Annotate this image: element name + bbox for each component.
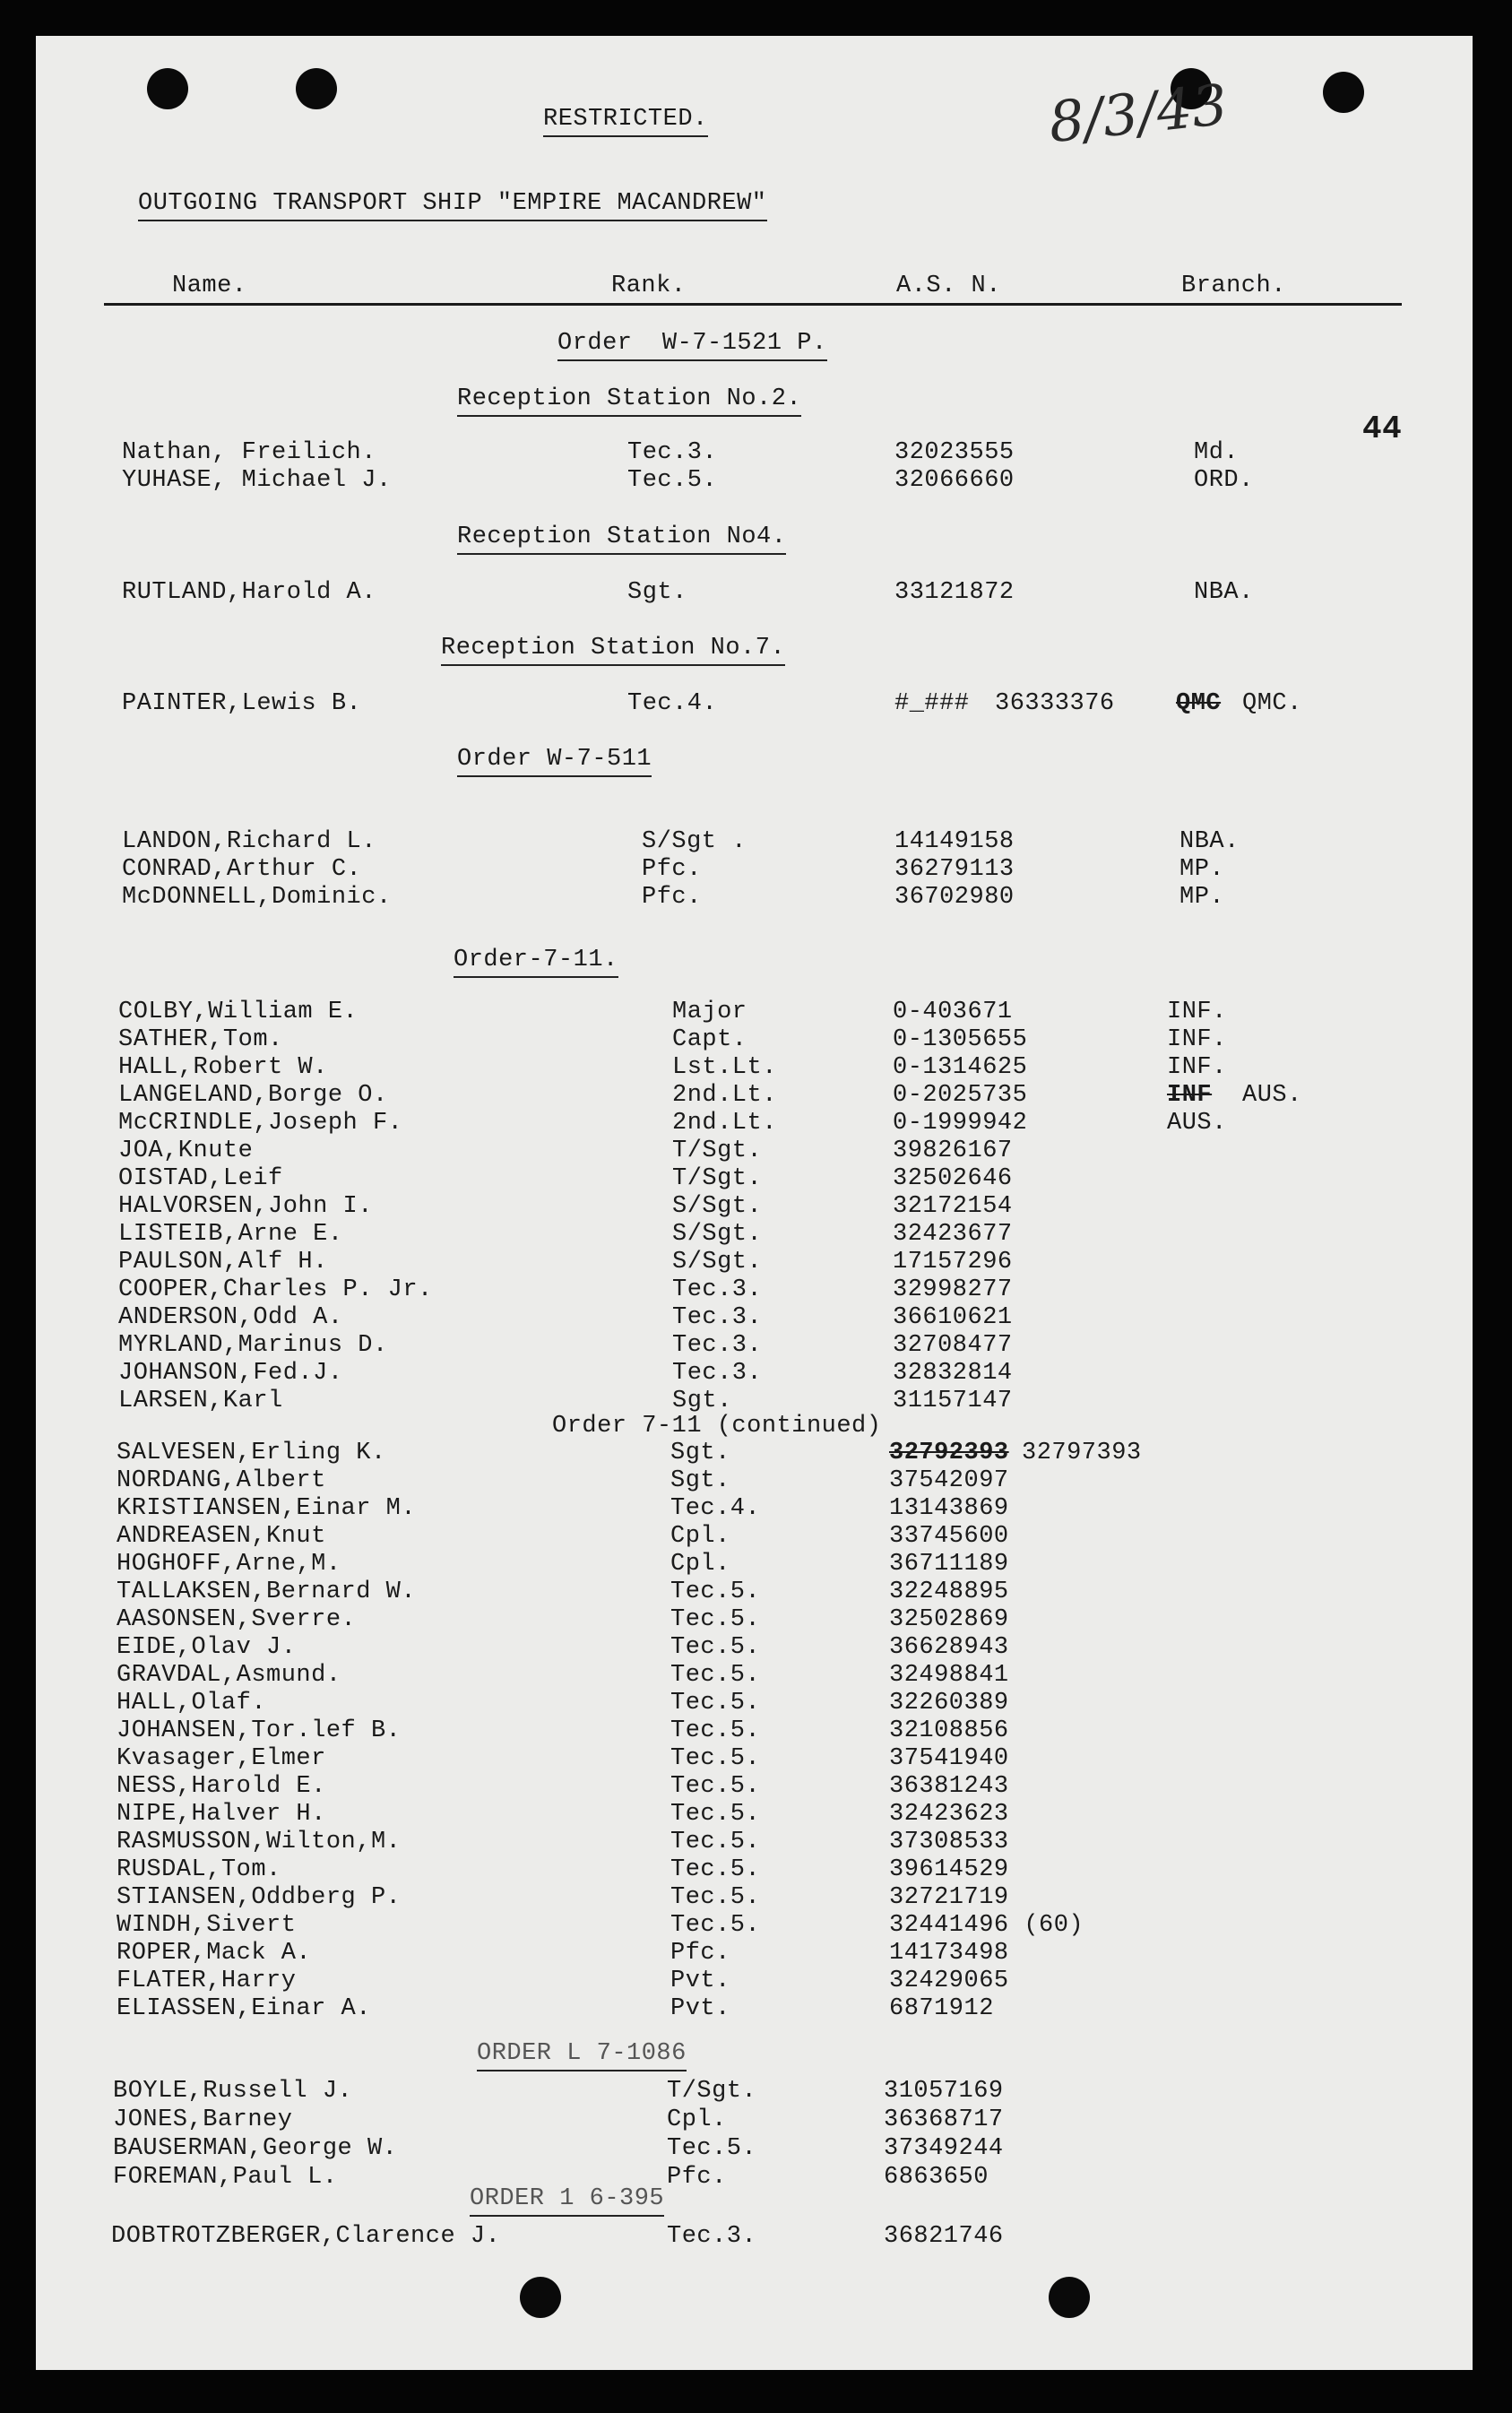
- header-rule: [104, 303, 1402, 306]
- rank-cell: Pvt.: [670, 1995, 730, 2022]
- asn-cell: 37542097: [889, 1467, 1009, 1494]
- rank-cell: Pvt.: [670, 1968, 730, 1994]
- asn-cell: 33121872: [894, 579, 1015, 606]
- asn-cell: 32502869: [889, 1606, 1009, 1633]
- branch-cell: AUS.: [1242, 1082, 1302, 1109]
- asn-cell: 13143869: [889, 1495, 1009, 1522]
- name-cell: SALVESEN,Erling K.: [117, 1440, 386, 1466]
- rank-cell: Tec.5.: [670, 1884, 761, 1911]
- struck-mark: INF: [1167, 1082, 1213, 1109]
- rank-cell: Sgt.: [670, 1467, 730, 1494]
- rank-cell: Tec.3.: [672, 1332, 763, 1359]
- asn-cell: 36821746: [884, 2223, 1004, 2250]
- branch-cell: INF.: [1167, 1026, 1227, 1053]
- rank-cell: Sgt.: [670, 1440, 730, 1466]
- col-header-branch: Branch.: [1181, 272, 1286, 299]
- asn-cell: 32248895: [889, 1578, 1009, 1605]
- rank-cell: Tec.5.: [670, 1829, 761, 1855]
- col-header-rank: Rank.: [611, 272, 687, 299]
- order-heading: Order W-7-511: [457, 746, 652, 777]
- name-cell: COOPER,Charles P. Jr.: [118, 1276, 433, 1303]
- name-cell: YUHASE, Michael J.: [122, 467, 392, 494]
- branch-cell: NBA.: [1179, 828, 1240, 855]
- asn-cell: 36381243: [889, 1773, 1009, 1800]
- name-cell: HOGHOFF,Arne,M.: [117, 1551, 341, 1578]
- asn-cell: 32998277: [893, 1276, 1013, 1303]
- rank-cell: Major: [672, 999, 747, 1025]
- asn-cell: 32108856: [889, 1717, 1009, 1744]
- asn-cell: 32260389: [889, 1690, 1009, 1717]
- document-page: [36, 36, 1473, 2370]
- punch-hole: [1049, 2277, 1090, 2318]
- name-cell: LARSEN,Karl: [118, 1388, 283, 1414]
- struck-mark: 32792393: [889, 1440, 1009, 1466]
- rank-cell: Tec.5.: [670, 1912, 761, 1939]
- punch-hole: [296, 68, 337, 109]
- asn-cell: 6863650: [884, 2164, 989, 2191]
- rank-cell: S/Sgt .: [642, 828, 747, 855]
- asn-cell: 36702980: [894, 884, 1015, 911]
- name-cell: KRISTIANSEN,Einar M.: [117, 1495, 417, 1522]
- name-cell: SATHER,Tom.: [118, 1026, 283, 1053]
- asn-cell: 32498841: [889, 1662, 1009, 1689]
- order-heading: Order 7-11 (continued): [552, 1413, 882, 1440]
- asn-cell: 37349244: [884, 2135, 1004, 2162]
- name-cell: WINDH,Sivert: [117, 1912, 297, 1939]
- rank-cell: Tec.5.: [667, 2135, 757, 2162]
- asn-cell: 32708477: [893, 1332, 1013, 1359]
- asn-cell: 32423623: [889, 1801, 1009, 1828]
- name-cell: LISTEIB,Arne E.: [118, 1221, 343, 1248]
- name-cell: HALVORSEN,John I.: [118, 1193, 373, 1220]
- asn-cell: 32502646: [893, 1165, 1013, 1192]
- asn-cell: 14149158: [894, 828, 1015, 855]
- name-cell: OISTAD,Leif: [118, 1165, 283, 1192]
- rank-cell: Tec.3.: [672, 1276, 763, 1303]
- punch-hole: [520, 2277, 561, 2318]
- asn-cell: 36711189: [889, 1551, 1009, 1578]
- name-cell: FLATER,Harry: [117, 1968, 297, 1994]
- rank-cell: Lst.Lt.: [672, 1054, 777, 1081]
- rank-cell: Tec.5.: [670, 1634, 761, 1661]
- rank-cell: Tec.3.: [667, 2223, 757, 2250]
- rank-cell: Tec.5.: [670, 1856, 761, 1883]
- name-cell: TALLAKSEN,Bernard W.: [117, 1578, 417, 1605]
- asn-cell: 33745600: [889, 1523, 1009, 1550]
- rank-cell: Tec.3.: [627, 439, 718, 466]
- punch-hole: [1323, 72, 1364, 113]
- asn-cell: 32023555: [894, 439, 1015, 466]
- name-cell: Nathan, Freilich.: [122, 439, 376, 466]
- name-cell: EIDE,Olav J.: [117, 1634, 297, 1661]
- rank-cell: T/Sgt.: [672, 1165, 763, 1192]
- name-cell: CONRAD,Arthur C.: [122, 856, 362, 883]
- name-cell: ELIASSEN,Einar A.: [117, 1995, 371, 2022]
- asn-cell: 32832814: [893, 1360, 1013, 1387]
- name-cell: NORDANG,Albert: [117, 1467, 326, 1494]
- asn-cell: 36333376: [995, 690, 1115, 717]
- rank-cell: Tec.5.: [670, 1717, 761, 1744]
- reception-station-heading: Reception Station No4.: [457, 523, 786, 555]
- rank-cell: 2nd.Lt.: [672, 1082, 777, 1109]
- rank-cell: Pfc.: [642, 856, 702, 883]
- name-cell: HALL,Robert W.: [118, 1054, 328, 1081]
- handwritten-date: 8/3/43: [1045, 71, 1231, 156]
- rank-cell: T/Sgt.: [672, 1137, 763, 1164]
- rank-cell: Cpl.: [667, 2106, 727, 2133]
- name-cell: AASONSEN,Sverre.: [117, 1606, 357, 1633]
- rank-cell: S/Sgt.: [672, 1221, 763, 1248]
- name-cell: GRAVDAL,Asmund.: [117, 1662, 341, 1689]
- branch-cell: QMC.: [1242, 690, 1302, 717]
- ship-title: OUTGOING TRANSPORT SHIP "EMPIRE MACANDREW": [138, 190, 767, 221]
- col-header-asn: A.S. N.: [896, 272, 1001, 299]
- rank-cell: Tec.5.: [670, 1745, 761, 1772]
- col-header-name: Name.: [172, 272, 247, 299]
- branch-cell: MP.: [1179, 856, 1225, 883]
- rank-cell: Tec.5.: [670, 1773, 761, 1800]
- asn-cell: 32423677: [893, 1221, 1013, 1248]
- asn-cell: 32797393: [1022, 1440, 1142, 1466]
- name-cell: LANDON,Richard L.: [122, 828, 376, 855]
- restricted-label: RESTRICTED.: [543, 106, 708, 137]
- branch-cell: MP.: [1179, 884, 1225, 911]
- rank-cell: Tec.3.: [672, 1304, 763, 1331]
- asn-cell: 32066660: [894, 467, 1015, 494]
- order-heading: Order W-7-1521 P.: [557, 330, 827, 361]
- name-cell: RUSDAL,Tom.: [117, 1856, 281, 1883]
- name-cell: STIANSEN,Oddberg P.: [117, 1884, 402, 1911]
- name-cell: JOHANSEN,Tor.lef B.: [117, 1717, 402, 1744]
- rank-cell: Sgt.: [672, 1388, 732, 1414]
- asn-cell: 6871912: [889, 1995, 994, 2022]
- name-cell: Kvasager,Elmer: [117, 1745, 326, 1772]
- rank-cell: Tec.4.: [627, 690, 718, 717]
- asn-cell: 0-2025735: [893, 1082, 1028, 1109]
- branch-cell: NBA.: [1194, 579, 1254, 606]
- name-cell: ROPER,Mack A.: [117, 1940, 312, 1967]
- branch-cell: Md.: [1194, 439, 1240, 466]
- name-cell: BOYLE,Russell J.: [113, 2078, 353, 2105]
- asn-cell: 31157147: [893, 1388, 1013, 1414]
- name-cell: McDONNELL,Dominic.: [122, 884, 392, 911]
- rank-cell: Tec.5.: [670, 1662, 761, 1689]
- struck-mark: QMC: [1176, 690, 1222, 717]
- name-cell: NIPE,Halver H.: [117, 1801, 326, 1828]
- name-cell: HALL,Olaf.: [117, 1690, 267, 1717]
- asn-cell: 0-1999942: [893, 1110, 1028, 1137]
- asn-cell: 36610621: [893, 1304, 1013, 1331]
- name-cell: BAUSERMAN,George W.: [113, 2135, 398, 2162]
- asn-cell: 37541940: [889, 1745, 1009, 1772]
- name-cell: RUTLAND,Harold A.: [122, 579, 376, 606]
- reception-station-heading: Reception Station No.2.: [457, 385, 801, 417]
- name-cell: NESS,Harold E.: [117, 1773, 326, 1800]
- asn-cell: 14173498: [889, 1940, 1009, 1967]
- asn-cell: 39614529: [889, 1856, 1009, 1883]
- asn-cell: 17157296: [893, 1249, 1013, 1276]
- rank-cell: Tec.3.: [672, 1360, 763, 1387]
- name-cell: FOREMAN,Paul L.: [113, 2164, 338, 2191]
- reception-station-heading: Reception Station No.7.: [441, 635, 785, 666]
- asn-cell: 32429065: [889, 1968, 1009, 1994]
- name-cell: COLBY,William E.: [118, 999, 359, 1025]
- rank-cell: 2nd.Lt.: [672, 1110, 777, 1137]
- name-cell: RASMUSSON,Wilton,M.: [117, 1829, 402, 1855]
- asn-cell: 36368717: [884, 2106, 1004, 2133]
- branch-cell: INF.: [1167, 1054, 1227, 1081]
- name-cell: PAINTER,Lewis B.: [122, 690, 362, 717]
- name-cell: JONES,Barney: [113, 2106, 293, 2133]
- asn-cell: 32721719: [889, 1884, 1009, 1911]
- name-cell: LANGELAND,Borge O.: [118, 1082, 388, 1109]
- order-heading: ORDER 1 6-395: [470, 2185, 664, 2217]
- branch-cell: ORD.: [1194, 467, 1254, 494]
- asn-cell: 36279113: [894, 856, 1015, 883]
- order-heading: Order-7-11.: [454, 947, 618, 978]
- name-cell: ANDREASEN,Knut: [117, 1523, 326, 1550]
- rank-cell: Pfc.: [667, 2164, 727, 2191]
- rank-cell: T/Sgt.: [667, 2078, 757, 2105]
- branch-cell: AUS.: [1167, 1110, 1227, 1137]
- rank-cell: Tec.5.: [670, 1690, 761, 1717]
- rank-cell: Pfc.: [642, 884, 702, 911]
- asn-cell: 0-1314625: [893, 1054, 1028, 1081]
- asn-cell: 32172154: [893, 1193, 1013, 1220]
- rank-cell: Tec.5.: [670, 1578, 761, 1605]
- name-cell: MYRLAND,Marinus D.: [118, 1332, 388, 1359]
- rank-cell: Cpl.: [670, 1523, 730, 1550]
- order-heading: ORDER L 7-1086: [477, 2040, 687, 2071]
- rank-cell: Tec.4.: [670, 1495, 761, 1522]
- name-cell: PAULSON,Alf H.: [118, 1249, 328, 1276]
- asn-cell: 37308533: [889, 1829, 1009, 1855]
- asn-cell: 32441496 (60): [889, 1912, 1084, 1939]
- name-cell: JOA,Knute: [118, 1137, 254, 1164]
- rank-cell: Tec.5.: [627, 467, 718, 494]
- name-cell: DOBTROTZBERGER,Clarence J.: [111, 2223, 501, 2250]
- rank-cell: Cpl.: [670, 1551, 730, 1578]
- struck-mark: #_###: [894, 690, 970, 717]
- asn-cell: 36628943: [889, 1634, 1009, 1661]
- branch-cell: INF.: [1167, 999, 1227, 1025]
- rank-cell: S/Sgt.: [672, 1249, 763, 1276]
- name-cell: ANDERSON,Odd A.: [118, 1304, 343, 1331]
- rank-cell: Sgt.: [627, 579, 687, 606]
- rank-cell: Pfc.: [670, 1940, 730, 1967]
- asn-cell: 0-403671: [893, 999, 1013, 1025]
- name-cell: JOHANSON,Fed.J.: [118, 1360, 343, 1387]
- rank-cell: Capt.: [672, 1026, 747, 1053]
- asn-cell: 39826167: [893, 1137, 1013, 1164]
- punch-hole: [147, 68, 188, 109]
- rank-cell: S/Sgt.: [672, 1193, 763, 1220]
- rank-cell: Tec.5.: [670, 1801, 761, 1828]
- page-number: 44: [1362, 411, 1403, 447]
- asn-cell: 0-1305655: [893, 1026, 1028, 1053]
- name-cell: McCRINDLE,Joseph F.: [118, 1110, 403, 1137]
- asn-cell: 31057169: [884, 2078, 1004, 2105]
- rank-cell: Tec.5.: [670, 1606, 761, 1633]
